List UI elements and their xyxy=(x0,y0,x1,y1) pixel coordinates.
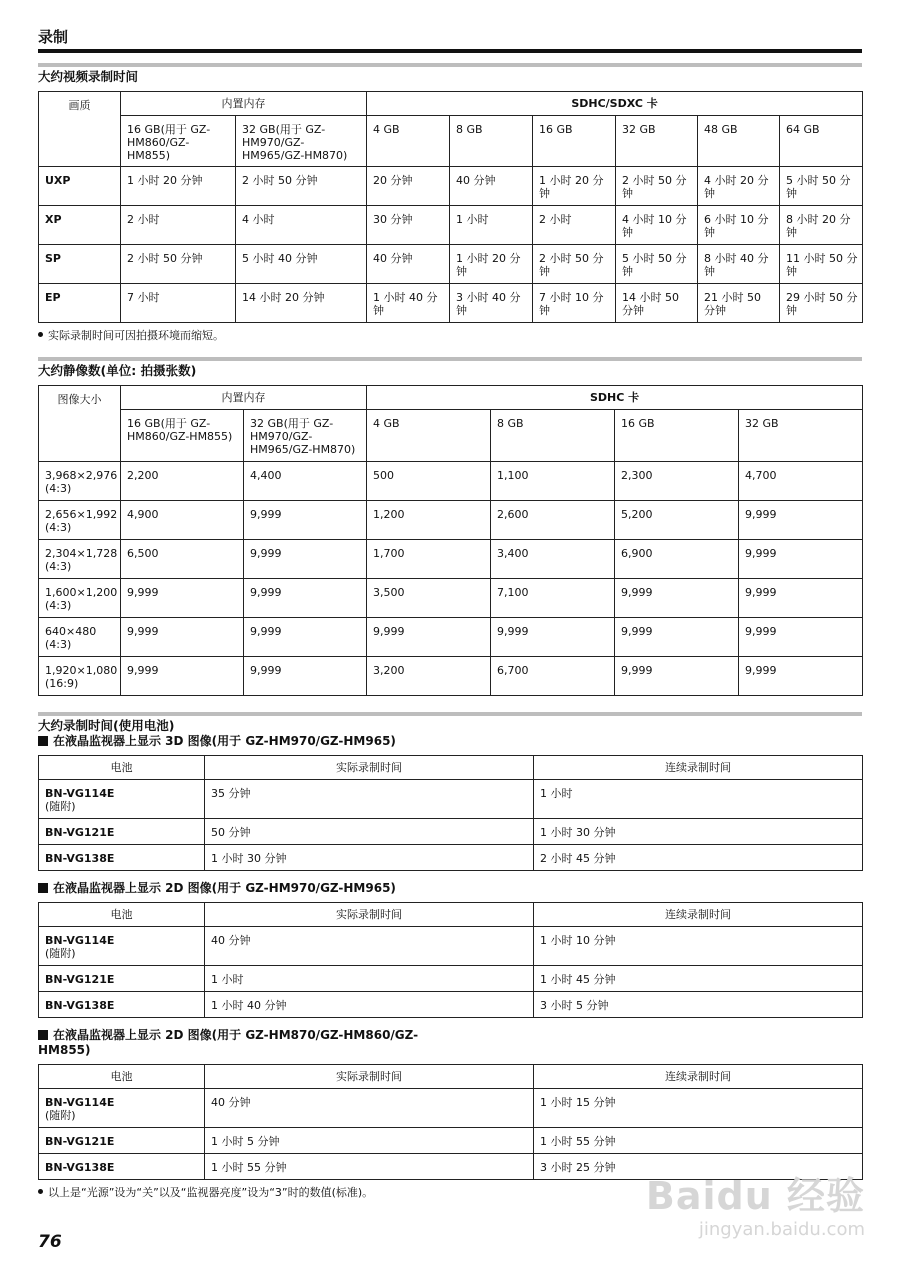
table-cell: 9,999 xyxy=(121,618,244,657)
battery-name: BN-VG121E xyxy=(39,819,205,845)
table-row xyxy=(39,284,863,323)
video-subheader: 4 GB xyxy=(367,116,450,167)
video-note-text: 实际录制时间可因拍摄环境而缩短。 xyxy=(48,329,224,342)
table-cell: 5,200 xyxy=(615,501,739,540)
battery-header: 电池 xyxy=(39,903,205,927)
battery-name: BN-VG114E xyxy=(45,934,115,947)
manual-page xyxy=(38,26,862,1200)
table-cell: 4 小时 10 分钟 xyxy=(616,206,698,245)
still-subheader: 16 GB xyxy=(615,410,739,462)
video-header-card: SDHC/SDXC 卡 xyxy=(367,92,863,116)
battery-model xyxy=(39,1089,205,1128)
table-cell: 6,900 xyxy=(615,540,739,579)
table-cell: 9,999 xyxy=(244,540,367,579)
video-header-internal: 内置内存 xyxy=(121,92,367,116)
battery-header-row xyxy=(39,756,863,780)
table-cell: 1 小时 30 分钟 xyxy=(205,845,534,871)
quality-label: UXP xyxy=(39,167,121,206)
table-cell: 40 分钟 xyxy=(205,927,534,966)
table-cell: 9,999 xyxy=(244,579,367,618)
table-row xyxy=(39,501,863,540)
table-row xyxy=(39,206,863,245)
video-section xyxy=(38,63,862,85)
table-cell: 4,400 xyxy=(244,462,367,501)
battery-note-text: 以上是“光源”设为“关”以及“监视器亮度”设为“3”时的数值(标准)。 xyxy=(48,1186,374,1199)
table-cell: 3 小时 40 分钟 xyxy=(450,284,533,323)
section-divider xyxy=(38,712,862,716)
table-cell: 30 分钟 xyxy=(367,206,450,245)
still-subheader: 32 GB xyxy=(739,410,863,462)
table-row xyxy=(39,167,863,206)
table-cell: 9,999 xyxy=(491,618,615,657)
table-cell: 9,999 xyxy=(739,579,863,618)
table-cell: 500 xyxy=(367,462,491,501)
table-cell: 1,200 xyxy=(367,501,491,540)
table-row xyxy=(39,245,863,284)
table-cell: 3 小时 25 分钟 xyxy=(534,1154,863,1180)
table-cell: 1 小时 45 分钟 xyxy=(534,966,863,992)
battery-subtitle xyxy=(38,734,862,749)
battery-note: (随附) xyxy=(45,1109,76,1122)
battery-name: BN-VG114E xyxy=(45,1096,115,1109)
watermark-url: jingyan.baidu.com xyxy=(698,1219,865,1240)
battery-note: (随附) xyxy=(45,947,76,960)
square-bullet-icon xyxy=(38,883,48,893)
table-cell: 1 小时 5 分钟 xyxy=(205,1128,534,1154)
battery-note: (随附) xyxy=(45,800,76,813)
video-section-title: 大约视频录制时间 xyxy=(38,69,139,84)
table-cell: 6 小时 10 分钟 xyxy=(698,206,780,245)
video-subheader: 64 GB xyxy=(780,116,863,167)
table-row xyxy=(39,819,863,845)
table-cell: 1 小时 20 分钟 xyxy=(450,245,533,284)
table-cell: 7 小时 10 分钟 xyxy=(533,284,616,323)
battery-section xyxy=(38,712,862,734)
page-title: 录制 xyxy=(38,26,862,53)
table-cell: 1 小时 xyxy=(205,966,534,992)
battery-subtitle xyxy=(38,881,862,896)
table-cell: 50 分钟 xyxy=(205,819,534,845)
video-subheader: 8 GB xyxy=(450,116,533,167)
battery-subtitle-text: 在液晶监视器上显示 2D 图像(用于 GZ-HM870/GZ-HM860/GZ-HM855) xyxy=(38,1028,419,1057)
still-subheader: 4 GB xyxy=(367,410,491,462)
video-subheader: 16 GB xyxy=(533,116,616,167)
table-row xyxy=(39,540,863,579)
still-section xyxy=(38,357,862,379)
section-divider xyxy=(38,63,862,67)
image-size-label: 640×480 (4:3) xyxy=(39,618,121,657)
table-cell: 9,999 xyxy=(121,657,244,696)
battery-subtitle-text: 在液晶监视器上显示 2D 图像(用于 GZ-HM970/GZ-HM965) xyxy=(53,881,396,895)
table-cell: 3 小时 5 分钟 xyxy=(534,992,863,1018)
table-cell: 5 小时 40 分钟 xyxy=(236,245,367,284)
table-cell: 9,999 xyxy=(739,618,863,657)
table-row xyxy=(39,966,863,992)
table-row xyxy=(39,657,863,696)
table-cell: 2,300 xyxy=(615,462,739,501)
table-cell: 5 小时 50 分钟 xyxy=(780,167,863,206)
image-size-label: 3,968×2,976 (4:3) xyxy=(39,462,121,501)
continuous-header: 连续录制时间 xyxy=(534,1065,863,1089)
battery-header: 电池 xyxy=(39,756,205,780)
table-cell: 1 小时 15 分钟 xyxy=(534,1089,863,1128)
image-size-label: 1,600×1,200 (4:3) xyxy=(39,579,121,618)
table-cell: 7 小时 xyxy=(121,284,236,323)
table-cell: 1 小时 55 分钟 xyxy=(534,1128,863,1154)
video-table xyxy=(38,91,863,323)
still-header-internal: 内置内存 xyxy=(121,386,367,410)
video-subheader: 32 GB xyxy=(616,116,698,167)
table-cell: 20 分钟 xyxy=(367,167,450,206)
table-cell: 21 小时 50 分钟 xyxy=(698,284,780,323)
table-cell: 4,700 xyxy=(739,462,863,501)
battery-header-row xyxy=(39,1065,863,1089)
still-header-size: 图像大小 xyxy=(39,386,121,462)
battery-table xyxy=(38,755,863,871)
table-cell: 1,700 xyxy=(367,540,491,579)
table-cell: 9,999 xyxy=(739,540,863,579)
table-row xyxy=(39,1128,863,1154)
square-bullet-icon xyxy=(38,1030,48,1040)
table-cell: 1 小时 40 分钟 xyxy=(205,992,534,1018)
baidu-jingyan-logo: Baidu 经验 xyxy=(645,1174,865,1218)
table-cell: 1 小时 55 分钟 xyxy=(205,1154,534,1180)
video-subheader: 48 GB xyxy=(698,116,780,167)
table-cell: 1 小时 20 分钟 xyxy=(533,167,616,206)
table-cell: 3,400 xyxy=(491,540,615,579)
table-cell: 4,900 xyxy=(121,501,244,540)
battery-header: 电池 xyxy=(39,1065,205,1089)
table-cell: 9,999 xyxy=(615,657,739,696)
table-cell: 9,999 xyxy=(244,501,367,540)
table-cell: 29 小时 50 分钟 xyxy=(780,284,863,323)
table-cell: 7,100 xyxy=(491,579,615,618)
battery-name: BN-VG121E xyxy=(39,1128,205,1154)
bullet-icon xyxy=(38,332,43,337)
table-cell: 1 小时 10 分钟 xyxy=(534,927,863,966)
video-subheader-row xyxy=(39,116,863,167)
table-cell: 9,999 xyxy=(739,501,863,540)
table-cell: 2 小时 xyxy=(533,206,616,245)
battery-name: BN-VG138E xyxy=(39,992,205,1018)
table-cell: 9,999 xyxy=(367,618,491,657)
table-cell: 40 分钟 xyxy=(205,1089,534,1128)
section-divider xyxy=(38,357,862,361)
table-cell: 40 分钟 xyxy=(367,245,450,284)
battery-subtitle-text: 在液晶监视器上显示 3D 图像(用于 GZ-HM970/GZ-HM965) xyxy=(53,734,396,748)
table-row xyxy=(39,780,863,819)
table-cell: 4 小时 20 分钟 xyxy=(698,167,780,206)
table-row xyxy=(39,618,863,657)
table-cell: 2 小时 50 分钟 xyxy=(533,245,616,284)
table-cell: 2,600 xyxy=(491,501,615,540)
table-cell: 6,500 xyxy=(121,540,244,579)
battery-table xyxy=(38,902,863,1018)
table-cell: 2 小时 50 分钟 xyxy=(616,167,698,206)
continuous-header: 连续录制时间 xyxy=(534,903,863,927)
still-section-title: 大约静像数(单位: 拍摄张数) xyxy=(38,363,197,378)
actual-header: 实际录制时间 xyxy=(205,756,534,780)
image-size-label: 2,656×1,992 (4:3) xyxy=(39,501,121,540)
table-cell: 9,999 xyxy=(615,579,739,618)
table-cell: 9,999 xyxy=(244,657,367,696)
still-subheader: 16 GB(用于 GZ-HM860/GZ-HM855) xyxy=(121,410,244,462)
table-cell: 14 小时 20 分钟 xyxy=(236,284,367,323)
quality-label: SP xyxy=(39,245,121,284)
table-cell: 14 小时 50 分钟 xyxy=(616,284,698,323)
table-cell: 9,999 xyxy=(739,657,863,696)
table-row xyxy=(39,1089,863,1128)
battery-name: BN-VG138E xyxy=(39,1154,205,1180)
battery-name: BN-VG114E xyxy=(45,787,115,800)
table-cell: 3,200 xyxy=(367,657,491,696)
actual-header: 实际录制时间 xyxy=(205,903,534,927)
table-cell: 9,999 xyxy=(121,579,244,618)
still-subheader-row xyxy=(39,410,863,462)
image-size-label: 2,304×1,728 (4:3) xyxy=(39,540,121,579)
battery-name: BN-VG138E xyxy=(39,845,205,871)
table-cell: 1 小时 30 分钟 xyxy=(534,819,863,845)
table-row xyxy=(39,579,863,618)
table-cell: 2 小时 50 分钟 xyxy=(121,245,236,284)
table-cell: 11 小时 50 分钟 xyxy=(780,245,863,284)
table-cell: 1 小时 xyxy=(450,206,533,245)
table-row xyxy=(39,462,863,501)
video-subheader: 32 GB(用于 GZ-HM970/GZ-HM965/GZ-HM870) xyxy=(236,116,367,167)
table-cell: 35 分钟 xyxy=(205,780,534,819)
battery-model xyxy=(39,927,205,966)
battery-table xyxy=(38,1064,863,1180)
table-cell: 40 分钟 xyxy=(450,167,533,206)
table-cell: 2 小时 45 分钟 xyxy=(534,845,863,871)
watermark xyxy=(646,1176,865,1240)
table-cell: 5 小时 50 分钟 xyxy=(616,245,698,284)
video-header-quality: 画质 xyxy=(39,92,121,167)
quality-label: XP xyxy=(39,206,121,245)
table-row xyxy=(39,927,863,966)
continuous-header: 连续录制时间 xyxy=(534,756,863,780)
image-size-label: 1,920×1,080 (16:9) xyxy=(39,657,121,696)
table-row xyxy=(39,845,863,871)
table-cell: 2 小时 50 分钟 xyxy=(236,167,367,206)
table-cell: 1 小时 40 分钟 xyxy=(367,284,450,323)
table-cell: 8 小时 20 分钟 xyxy=(780,206,863,245)
still-table xyxy=(38,385,863,696)
table-cell: 9,999 xyxy=(244,618,367,657)
still-header-card: SDHC 卡 xyxy=(367,386,863,410)
still-subheader: 8 GB xyxy=(491,410,615,462)
table-cell: 2 小时 xyxy=(121,206,236,245)
table-cell: 1 小时 xyxy=(534,780,863,819)
battery-subtitle xyxy=(38,1028,458,1058)
battery-model xyxy=(39,780,205,819)
table-row xyxy=(39,992,863,1018)
battery-name: BN-VG121E xyxy=(39,966,205,992)
battery-section-title: 大约录制时间(使用电池) xyxy=(38,718,175,733)
table-cell: 1,100 xyxy=(491,462,615,501)
square-bullet-icon xyxy=(38,736,48,746)
quality-label: EP xyxy=(39,284,121,323)
battery-header-row xyxy=(39,903,863,927)
table-cell: 9,999 xyxy=(615,618,739,657)
table-cell: 3,500 xyxy=(367,579,491,618)
video-subheader: 16 GB(用于 GZ-HM860/GZ-HM855) xyxy=(121,116,236,167)
table-cell: 6,700 xyxy=(491,657,615,696)
table-cell: 2,200 xyxy=(121,462,244,501)
video-note xyxy=(38,329,862,343)
table-cell: 4 小时 xyxy=(236,206,367,245)
still-subheader: 32 GB(用于 GZ-HM970/GZ-HM965/GZ-HM870) xyxy=(244,410,367,462)
table-cell: 8 小时 40 分钟 xyxy=(698,245,780,284)
page-number: 76 xyxy=(38,1232,62,1252)
bullet-icon xyxy=(38,1189,43,1194)
table-cell: 1 小时 20 分钟 xyxy=(121,167,236,206)
actual-header: 实际录制时间 xyxy=(205,1065,534,1089)
